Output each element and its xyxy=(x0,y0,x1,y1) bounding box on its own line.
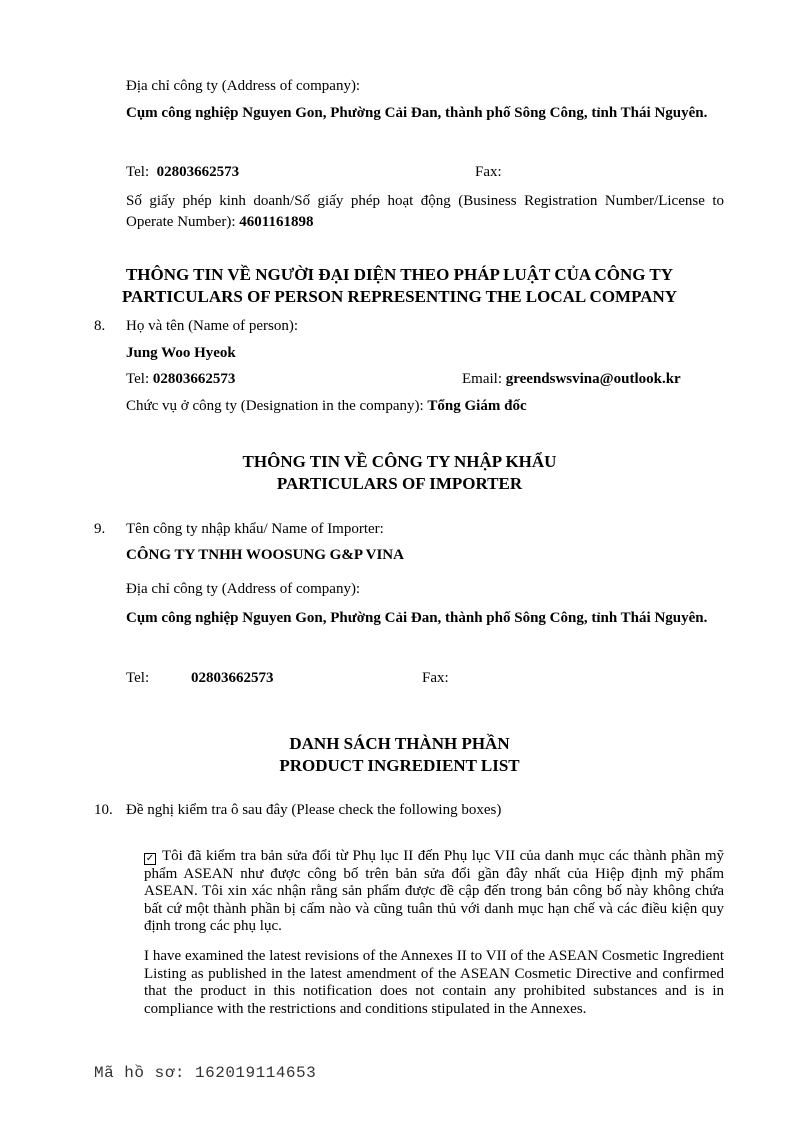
importer-address-label: Địa chỉ công ty (Address of company): xyxy=(126,581,361,597)
representative-email xyxy=(462,371,681,388)
checkbox-check-icon: ✓ xyxy=(145,853,155,864)
representative-designation-label: Chức vụ ở công ty (Designation in the company): xyxy=(126,398,424,414)
representative-name-label: Họ và tên (Name of person): xyxy=(126,318,299,334)
representative-heading-vi: THÔNG TIN VỀ NGƯỜI ĐẠI DIỆN THEO PHÁP LUẬT CỦA CÔNG TY xyxy=(125,265,674,284)
representative-name-value: Jung Woo Hyeok xyxy=(126,345,236,361)
importer-fax-label: Fax: xyxy=(422,670,449,686)
ingredients-heading-vi: DANH SÁCH THÀNH PHẦN xyxy=(289,734,510,753)
importer-name-value: CÔNG TY TNHH WOOSUNG G&P VINA xyxy=(126,547,404,563)
item-number-10: 10. xyxy=(94,802,113,818)
company-address-value: Cụm công nghiệp Nguyen Gon, Phường Cải Đan, thành phố Sông Công, tỉnh Thái Nguyên. xyxy=(126,105,708,121)
declaration-vi-paragraph xyxy=(144,848,724,936)
declaration-en: I have examined the latest revisions of the Annexes II to VII of the ASEAN Cosmetic Ingredient Listing as published in the latest amendment of the ASEAN Cosmetic Directive and confirmed that the product in this notification does not contain any prohibited substances and is in compliance with the restrictions and conditions stipulated in the Annexes. xyxy=(144,948,724,1017)
ingredients-heading-en: PRODUCT INGREDIENT LIST xyxy=(279,756,520,775)
company-address-label: Địa chỉ công ty (Address of company): xyxy=(126,78,361,94)
company-tel-label: Tel: xyxy=(126,164,150,180)
importer-address-value: Cụm công nghiệp Nguyen Gon, Phường Cải Đan, thành phố Sông Công, tỉnh Thái Nguyên. xyxy=(126,610,708,626)
representative-designation xyxy=(126,398,527,415)
record-code: Mã hồ sơ: 162019114653 xyxy=(94,1064,317,1082)
importer-tel-label: Tel: xyxy=(126,670,150,686)
company-license-value: 4601161898 xyxy=(239,214,314,230)
declaration-vi: Tôi đã kiểm tra bản sửa đổi từ Phụ lục II đến Phụ lục VII của danh mục các thành phần mỹ phẩm ASEAN như được công bố trên bản sửa đổi gần đây nhất của Hiệp định mỹ phẩm ASEAN. Tôi xin xác nhận rằng sản phẩm được đề cập đến trong bản công bố này không chứa bất cứ một thành phần bị cấm nào và cũng tuân thủ với danh mục hạn chế và các điều kiện quy định trong các phụ lục. xyxy=(144,848,724,934)
importer-heading-en: PARTICULARS OF IMPORTER xyxy=(276,474,523,493)
company-fax-label: Fax: xyxy=(475,164,502,180)
item-number-8: 8. xyxy=(94,318,106,334)
representative-email-value: greendswsvina@outlook.kr xyxy=(505,371,681,387)
item-number-9: 9. xyxy=(94,521,106,537)
importer-name-label: Tên công ty nhập khẩu/ Name of Importer: xyxy=(126,521,384,537)
representative-designation-value: Tổng Giám đốc xyxy=(427,398,527,414)
company-tel-value: 02803662573 xyxy=(156,164,240,180)
company-license-label: Số giấy phép kinh doanh/Số giấy phép hoạt động (Business Registration Number/License to Operate Number): xyxy=(126,193,724,230)
company-tel xyxy=(126,164,239,181)
representative-tel xyxy=(126,371,235,388)
checkbox-checked-icon[interactable] xyxy=(144,853,156,865)
check-instruction: Đề nghị kiểm tra ô sau đây (Please check the following boxes) xyxy=(126,802,502,818)
importer-heading-vi: THÔNG TIN VỀ CÔNG TY NHẬP KHẨU xyxy=(242,452,557,471)
representative-tel-value: 02803662573 xyxy=(152,371,236,387)
importer-tel-value: 02803662573 xyxy=(191,670,274,686)
representative-tel-label: Tel: xyxy=(126,371,150,387)
representative-heading-en: PARTICULARS OF PERSON REPRESENTING THE LOCAL COMPANY xyxy=(121,287,678,306)
representative-email-label: Email: xyxy=(462,371,502,387)
company-license xyxy=(126,191,724,233)
